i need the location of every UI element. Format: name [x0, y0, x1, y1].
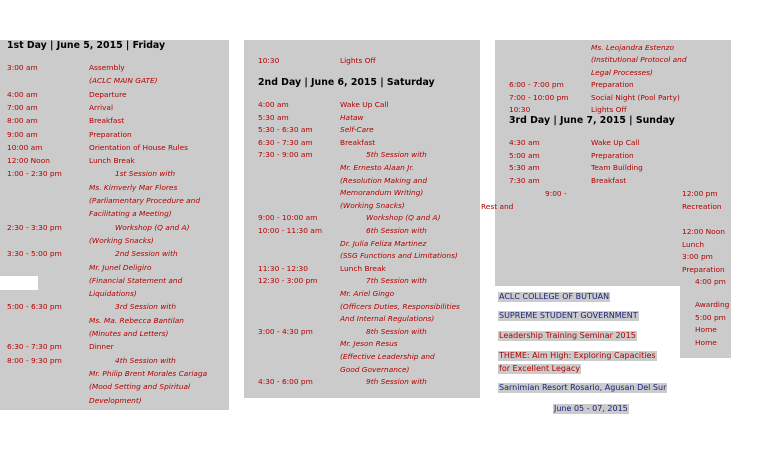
schedule-activity: 5th Session with [366, 150, 427, 160]
schedule-time: 10:30 [509, 105, 531, 114]
schedule-right-entry: 4:00 pm [695, 277, 726, 286]
schedule-time: 3:00 am [7, 63, 38, 72]
schedule-activity: Good Governance) [340, 364, 410, 374]
schedule-activity: Mr. Ariel Gingo [340, 289, 395, 298]
schedule-activity: Preparation [89, 129, 132, 139]
schedule-activity: Dinner [89, 342, 114, 352]
schedule-activity: 2nd Session with [115, 249, 178, 259]
schedule-activity: (Officers Duties, Responsibilities [340, 301, 460, 311]
schedule-time: 5:30 - 6:30 am [258, 125, 313, 135]
schedule-activity: Assembly [89, 63, 125, 72]
schedule-time: 10:00 am [7, 142, 43, 152]
schedule-activity: Mr. Ernesto Alaan Jr. [340, 163, 415, 172]
schedule-activity: Team Building [591, 163, 643, 172]
schedule-activity: 6th Session with [366, 226, 427, 235]
schedule-time: 2:30 - 3:30 pm [7, 222, 62, 232]
schedule-right-entry: Home [695, 325, 717, 334]
schedule-activity: Lights Off [591, 105, 627, 114]
schedule-activity: Ms. Leojandra Estenzo [591, 43, 675, 52]
schedule-activity: And Internal Regulations) [340, 314, 435, 324]
schedule-time: 7:30 - 9:00 am [258, 150, 313, 160]
schedule-activity: (SSG Functions and Limitations) [340, 251, 458, 261]
schedule-activity: 8th Session with [366, 326, 427, 336]
col1-gap-left [0, 276, 38, 290]
schedule-right-entry: 3:00 pm [682, 252, 713, 261]
schedule-time: 7:00 - 10:00 pm [509, 92, 569, 102]
schedule-time: 3:30 - 5:00 pm [7, 249, 62, 259]
schedule-activity: 7th Session with [366, 276, 427, 286]
schedule-activity: Breakfast [591, 175, 627, 185]
schedule-activity: Liquidations) [89, 289, 137, 299]
day2-top-text: Lights Off [340, 56, 376, 65]
venue: Sarnimian Resort Rosario, Agusan Del Sur [499, 383, 667, 392]
schedule-time: 5:30 am [258, 112, 289, 122]
schedule-activity: (Working Snacks) [340, 200, 405, 210]
schedule-activity: Preparation [591, 80, 634, 90]
schedule-activity: Social Night (Pool Party) [591, 92, 680, 102]
schedule-activity: Ms. Ma. Rebecca Bantilan [89, 315, 184, 325]
schedule-time: 11:30 - 12:30 [258, 263, 308, 273]
schedule-activity: (Effective Leadership and [340, 352, 435, 361]
schedule-activity: Development) [89, 395, 142, 405]
schedule-time: 4:00 am [7, 89, 38, 99]
schedule-activity: Self-Care [340, 125, 374, 135]
schedule-activity: 1st Session with [115, 169, 176, 179]
schedule-time: 4:30 - 6:00 pm [258, 377, 313, 387]
schedule-activity: Orientation of House Rules [89, 142, 188, 152]
schedule-activity: Mr. Philip Brent Morales Cariaga [89, 368, 208, 378]
schedule-activity: Wake Up Call [340, 100, 389, 109]
schedule-right-entry: Preparation [682, 265, 725, 274]
schedule-right-entry: 12:00 pm [682, 189, 718, 198]
schedule-time: 7:30 am [509, 175, 540, 185]
schedule-time: 3:00 - 4:30 pm [258, 326, 313, 336]
schedule-activity: Breakfast [89, 116, 125, 126]
schedule-activity: (Parliamentary Procedure and [89, 196, 201, 205]
schedule-activity: Mr. Jeson Resus [340, 339, 398, 349]
schedule-time: 1:00 - 2:30 pm [7, 169, 62, 179]
schedule-activity: Memorandum Writing) [340, 188, 424, 198]
schedule-right-entry: Lunch [682, 240, 705, 249]
schedule-right-entry: Awarding [695, 300, 730, 309]
schedule-activity: Breakfast [340, 137, 376, 147]
schedule-activity: Lunch Break [89, 156, 135, 166]
schedule-time: 5:00 am [509, 150, 540, 160]
theme-line-2: for Excellent Legacy [499, 364, 580, 373]
schedule-time: 4:00 am [258, 100, 289, 109]
day1-title: 1st Day | June 5, 2015 | Friday [7, 40, 166, 51]
schedule-right-entry: 12:00 Noon [682, 227, 725, 236]
schedule-time: 6:30 - 7:30 pm [7, 342, 62, 352]
rest-label: Rest and [481, 202, 514, 211]
schedule-activity: Departure [89, 89, 127, 99]
schedule-time: 12:00 Noon [7, 156, 50, 166]
schedule-activity: (Mood Setting and Spiritual [89, 382, 191, 392]
schedule-activity: Arrival [89, 102, 114, 112]
day2-title: 2nd Day | June 6, 2015 | Saturday [258, 77, 435, 88]
schedule-activity: 4th Session with [115, 355, 176, 365]
schedule-right-entry: Recreation [682, 202, 722, 211]
schedule-activity: (Financial Statement and [89, 275, 183, 285]
schedule-activity: Dr. Julia Feliza Martinez [340, 238, 427, 248]
schedule-activity: Lunch Break [340, 263, 386, 273]
school-name: ACLC COLLEGE OF BUTUAN [499, 292, 610, 301]
schedule-activity: Hataw [340, 112, 364, 122]
schedule-activity: 3rd Session with [115, 302, 177, 312]
schedule-time: 5:30 am [509, 163, 540, 172]
schedule-activity: Workshop (Q and A) [115, 222, 190, 232]
schedule-time: 7:00 am [7, 102, 38, 112]
schedule-activity: Legal Processes) [591, 67, 653, 77]
schedule-activity: (Working Snacks) [89, 235, 154, 245]
schedule-right-entry: 5:00 pm [695, 313, 726, 322]
event-dates: June 05 - 07, 2015 [554, 404, 628, 413]
schedule-time: 6:00 - 7:00 pm [509, 80, 564, 90]
schedule-time: 9:00 - 10:00 am [258, 213, 318, 223]
schedule-activity: Facilitating a Meeting) [89, 209, 172, 219]
schedule-activity: Ms. Kimverly Mar Flores [89, 182, 178, 192]
schedule-activity: Wake Up Call [591, 138, 640, 147]
schedule-activity: (Minutes and Letters) [89, 329, 169, 338]
event-name: Leadership Training Seminar 2015 [499, 331, 636, 340]
schedule-right-entry: Home [695, 338, 717, 347]
schedule-time: 12:30 - 3:00 pm [258, 276, 318, 286]
schedule-time: 9:00 - [545, 189, 567, 198]
schedule-activity: Mr. Junel Deligiro [89, 262, 152, 272]
schedule-time: 8:00 am [7, 116, 38, 126]
schedule-time: 4:30 am [509, 138, 540, 147]
org-name: SUPREME STUDENT GOVERNMENT [499, 311, 638, 320]
schedule-time: 9:00 am [7, 129, 38, 139]
schedule-time: 5:00 - 6:30 pm [7, 302, 62, 312]
schedule-activity: (Resolution Making and [340, 175, 428, 185]
schedule-activity: (ACLC MAIN GATE) [89, 76, 158, 86]
schedule-time: 8:00 - 9:30 pm [7, 355, 62, 365]
schedule-time: 10:00 - 11:30 am [258, 226, 323, 235]
theme-line-1: THEME: Aim High: Exploring Capacities [499, 351, 656, 360]
day2-top-time: 10:30 [258, 56, 280, 65]
day3-title: 3rd Day | June 7, 2015 | Sunday [509, 115, 675, 126]
schedule-activity: (Institutional Protocol and [591, 55, 687, 65]
schedule-activity: Workshop (Q and A) [366, 213, 441, 223]
schedule-activity: Preparation [591, 150, 634, 160]
schedule-activity: 9th Session with [366, 377, 427, 387]
schedule-time: 6:30 - 7:30 am [258, 137, 313, 147]
